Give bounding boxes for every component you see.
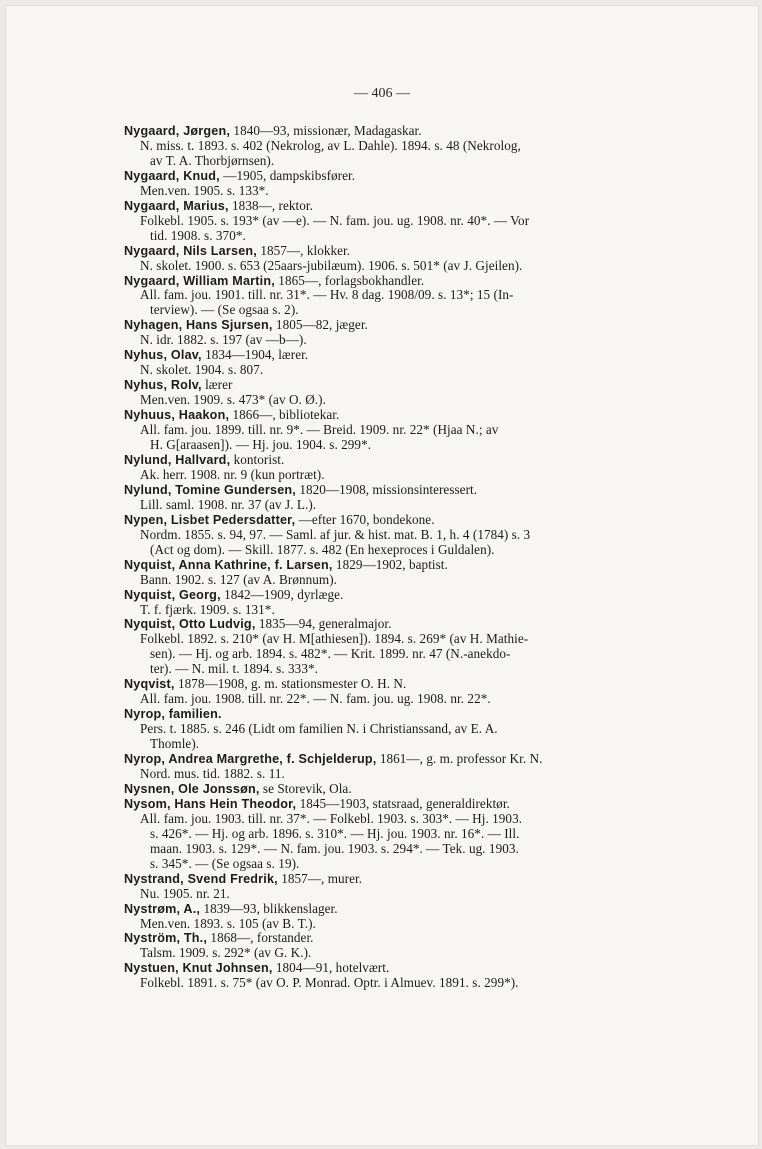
- entry-name: Nystuen, Knut Johnsen,: [124, 961, 273, 976]
- entry-description: 1835—94, generalmajor.: [255, 616, 392, 632]
- entry-reference-continued: maan. 1903. s. 129*. — N. fam. jou. 1903. s. 294*. — Tek. ug. 1903.: [150, 840, 519, 856]
- entry-reference-continued: sen). — Hj. og arb. 1894. s. 482*. — Krit. 1899. nr. 47 (N.-anekdo-: [150, 646, 511, 662]
- entry-reference-continued: av T. A. Thorbjørnsen).: [150, 152, 275, 168]
- entry-heading: [124, 902, 694, 917]
- entry-heading: [124, 199, 694, 214]
- entry-reference-continued: Thomle).: [150, 736, 200, 752]
- index-entry: [124, 677, 694, 707]
- entry-heading: [124, 378, 694, 393]
- entry-heading: [124, 483, 694, 498]
- entry-reference: N. idr. 1882. s. 197 (av —b—).: [140, 332, 307, 348]
- entry-description: 1804—91, hotelvært.: [272, 960, 390, 976]
- entry-name: Nygaard, Nils Larsen,: [124, 243, 257, 258]
- entry-heading: [124, 453, 694, 468]
- entry-description: 1845—1903, statsraad, generaldirektør.: [296, 795, 510, 811]
- entry-name: Nypen, Lisbet Pedersdatter,: [124, 512, 296, 527]
- entry-reference: Folkebl. 1905. s. 193* (av —e). — N. fam. jou. ug. 1908. nr. 40*. — Vor: [140, 212, 530, 228]
- entry-heading: [124, 318, 694, 333]
- entry-reference-continued: terview). — (Se ogsaa s. 2).: [150, 302, 299, 318]
- index-entry: [124, 588, 694, 618]
- index-entry: [124, 124, 694, 169]
- entry-description: —efter 1670, bondekone.: [295, 511, 435, 527]
- entry-name: Nyhus, Rolv,: [124, 378, 202, 393]
- entry-description: se Storevik, Ola.: [259, 780, 352, 796]
- index-entry: [124, 453, 694, 483]
- entry-description: 1840—93, missionær, Madagaskar.: [230, 123, 422, 138]
- entry-name: Nygaard, Jørgen,: [124, 124, 231, 138]
- entry-description: kontorist.: [230, 451, 285, 467]
- index-entry: [124, 617, 694, 677]
- entry-heading: [124, 588, 694, 603]
- entry-reference: Bann. 1902. s. 127 (av A. Brønnum).: [140, 571, 337, 587]
- entry-reference: Men.ven. 1909. s. 473* (av O. Ø.).: [140, 392, 326, 408]
- entry-description: 1805—82, jæger.: [272, 317, 368, 333]
- index-entry: [124, 318, 694, 348]
- index-entry: [124, 902, 694, 932]
- entry-reference: Nu. 1905. nr. 21.: [140, 885, 230, 901]
- entry-reference-continued: s. 345*. — (Se ogsaa s. 19).: [150, 855, 300, 871]
- entry-heading: [124, 558, 694, 573]
- entry-name: Nygaard, Knud,: [124, 168, 220, 183]
- entry-heading: [124, 244, 694, 259]
- entry-heading: [124, 408, 694, 423]
- entry-name: Nyrop, Andrea Margrethe, f. Schjelderup,: [124, 752, 377, 767]
- entry-name: Nygaard, William Martin,: [124, 273, 275, 288]
- entry-list: [124, 124, 694, 991]
- entry-description: lærer: [201, 377, 233, 393]
- entry-reference-continued: tid. 1908. s. 370*.: [150, 227, 246, 243]
- index-entry: [124, 483, 694, 513]
- entry-heading: [124, 169, 694, 184]
- index-entry: [124, 378, 694, 408]
- entry-description: —1905, dampskibsfører.: [219, 167, 356, 183]
- entry-heading: [124, 274, 694, 289]
- entry-description: 1839—93, blikkenslager.: [200, 900, 338, 916]
- entry-description: 1834—1904, lærer.: [201, 347, 309, 363]
- entry-name: Nystrand, Svend Fredrik,: [124, 871, 278, 886]
- entry-description: 1820—1908, missionsinteressert.: [296, 481, 478, 497]
- index-entry: [124, 931, 694, 961]
- entry-name: Nyquist, Otto Ludvig,: [124, 617, 256, 632]
- index-entry: [124, 872, 694, 902]
- entry-reference: N. miss. t. 1893. s. 402 (Nekrolog, av L. Dahle). 1894. s. 48 (Nekrolog,: [140, 137, 521, 153]
- entry-description: 1868—, forstander.: [207, 930, 314, 946]
- entry-reference: All. fam. jou. 1899. till. nr. 9*. — Breid. 1909. nr. 22* (Hjaa N.; av: [140, 422, 499, 438]
- entry-description: 1857—, murer.: [277, 870, 363, 886]
- entry-reference: Ak. herr. 1908. nr. 9 (kun portræt).: [140, 466, 325, 482]
- entry-heading: [124, 707, 694, 722]
- index-entry: [124, 513, 694, 558]
- entry-heading: [124, 677, 694, 692]
- entry-reference: Folkebl. 1892. s. 210* (av H. M[athiesen]). 1894. s. 269* (av H. Mathie-: [140, 631, 529, 647]
- entry-name: Nyhus, Olav,: [124, 348, 202, 363]
- entry-description: 1838—, rektor.: [228, 197, 313, 213]
- entry-name: Nyqvist,: [124, 677, 175, 692]
- index-entry: [124, 244, 694, 274]
- entry-heading: [124, 348, 694, 363]
- entry-description: 1842—1909, dyrlæge.: [220, 586, 344, 602]
- document-page: [6, 6, 758, 1145]
- entry-heading: [124, 617, 694, 632]
- entry-description: 1829—1902, baptist.: [332, 556, 448, 572]
- entry-reference-continued: ter). — N. mil. t. 1894. s. 333*.: [150, 661, 318, 677]
- entry-name: Nygaard, Marius,: [124, 198, 229, 213]
- entry-description: 1866—, bibliotekar.: [229, 407, 340, 423]
- entry-name: Nystrøm, A.,: [124, 901, 201, 916]
- entry-heading: [124, 752, 694, 767]
- entry-reference: All. fam. jou. 1901. till. nr. 31*. — Hv. 8 dag. 1908/09. s. 13*; 15 (In-: [140, 287, 514, 303]
- entry-heading: [124, 872, 694, 887]
- entry-reference: Talsm. 1909. s. 292* (av G. K.).: [140, 945, 312, 961]
- entry-name: Nyquist, Anna Kathrine, f. Larsen,: [124, 557, 333, 572]
- entry-name: Nylund, Hallvard,: [124, 452, 231, 467]
- entry-name: Nyrop, familien.: [124, 707, 222, 722]
- entry-reference: Nord. mus. tid. 1882. s. 11.: [140, 765, 285, 781]
- entry-name: Nyquist, Georg,: [124, 587, 221, 602]
- entry-description: 1878—1908, g. m. stationsmester O. H. N.: [174, 676, 407, 692]
- index-entry: [124, 408, 694, 453]
- index-entry: [124, 558, 694, 588]
- entry-name: Nyhagen, Hans Sjursen,: [124, 318, 273, 333]
- entry-description: 1857—, klokker.: [257, 242, 351, 258]
- entry-name: Nylund, Tomine Gundersen,: [124, 482, 296, 497]
- entry-heading: [124, 961, 694, 976]
- entry-reference: Men.ven. 1893. s. 105 (av B. T.).: [140, 915, 316, 931]
- index-entry: [124, 169, 694, 199]
- entry-reference-continued: H. G[araasen]). — Hj. jou. 1904. s. 299*.: [150, 437, 372, 453]
- entry-reference: Men.ven. 1905. s. 133*.: [140, 182, 269, 198]
- index-entry: [124, 707, 694, 752]
- index-entry: [124, 797, 694, 872]
- entry-heading: [124, 124, 694, 139]
- index-entry: [124, 199, 694, 244]
- entry-heading: [124, 931, 694, 946]
- entry-reference: N. skolet. 1904. s. 807.: [140, 362, 264, 378]
- entry-reference: Lill. saml. 1908. nr. 37 (av J. L.).: [140, 496, 317, 512]
- index-entry: [124, 274, 694, 319]
- index-entry: [124, 782, 694, 797]
- entry-reference: All. fam. jou. 1903. till. nr. 37*. — Folkebl. 1903. s. 303*. — Hj. 1903.: [140, 810, 523, 826]
- entry-name: Nysnen, Ole Jonssøn,: [124, 781, 260, 796]
- index-entry: [124, 961, 694, 991]
- entry-name: Nyström, Th.,: [124, 931, 208, 946]
- entry-reference: All. fam. jou. 1908. till. nr. 22*. — N. fam. jou. ug. 1908. nr. 22*.: [140, 691, 491, 707]
- entry-reference: Folkebl. 1891. s. 75* (av O. P. Monrad. Optr. i Almuev. 1891. s. 299*).: [140, 975, 519, 991]
- entry-reference: Nordm. 1855. s. 94, 97. — Saml. af jur. & hist. mat. B. 1, h. 4 (1784) s. 3: [140, 526, 531, 542]
- page-number: — 406 —: [354, 86, 410, 101]
- entry-heading: [124, 782, 694, 797]
- entry-reference: T. f. fjærk. 1909. s. 131*.: [140, 601, 275, 617]
- entry-heading: [124, 513, 694, 528]
- entry-description: 1865—, forlagsbokhandler.: [274, 272, 425, 288]
- index-entry: [124, 348, 694, 378]
- entry-heading: [124, 797, 694, 812]
- entry-reference-continued: s. 426*. — Hj. og arb. 1896. s. 310*. — Hj. jou. 1903. nr. 16*. — Ill.: [150, 825, 520, 841]
- entry-description: 1861—, g. m. professor Kr. N.: [376, 751, 543, 767]
- entry-name: Nyhuus, Haakon,: [124, 408, 230, 423]
- index-entry: [124, 752, 694, 782]
- entry-reference: N. skolet. 1900. s. 653 (25aars-jubilæum). 1906. s. 501* (av J. Gjeilen).: [140, 257, 523, 273]
- entry-reference-continued: (Act og dom). — Skill. 1877. s. 482 (En hexeproces i Guldalen).: [150, 541, 495, 557]
- entry-reference: Pers. t. 1885. s. 246 (Lidt om familien N. i Christianssand, av E. A.: [140, 721, 498, 737]
- entry-name: Nysom, Hans Hein Theodor,: [124, 796, 297, 811]
